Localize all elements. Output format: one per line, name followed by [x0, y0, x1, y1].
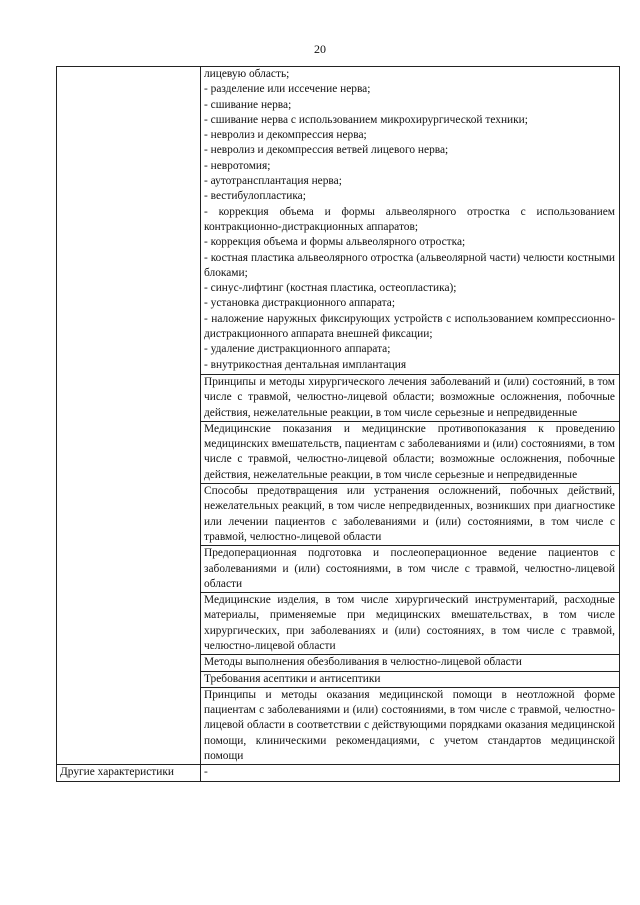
- list-item: - аутотрансплантация нерва;: [204, 175, 342, 188]
- knowledge-item: Медицинские показания и медицинские противопоказания к проведению медицинских вмешательств, пациентам с заболеваниями и (или) состояниями, в том числе с травмой, челюстно-лицевой области; возможные осложнения, побочные действия, нежелательные реакции, в том числе серьезные и непредвиденные: [201, 421, 619, 483]
- procedure-list: [201, 67, 619, 374]
- knowledge-row: [57, 67, 620, 765]
- knowledge-item: Принципы и методы хирургического лечения заболеваний и (или) состояний, в том числе с травмой, челюстно-лицевой области; возможные осложнения, побочные действия, нежелательные реакции, в том числе серьезные и непредвиденные: [201, 374, 619, 421]
- list-item: - сшивание нерва;: [204, 98, 292, 111]
- list-item: - невротомия;: [204, 159, 271, 172]
- row-label-empty: [57, 67, 201, 765]
- list-item: - костная пластика альвеолярного отростка (альвеолярной части) челюсти костными блоками;: [204, 251, 615, 279]
- requirements-table: [56, 66, 620, 782]
- list-item: - коррекция объема и формы альвеолярного отростка;: [204, 236, 466, 249]
- list-item: лицевую область;: [204, 68, 290, 80]
- list-item: - наложение наружных фиксирующих устройств с использованием компрессионно-дистракционного аппарата внешней фиксации;: [204, 312, 615, 341]
- list-item: - разделение или иссечение нерва;: [204, 83, 371, 96]
- knowledge-item: Требования асептики и антисептики: [201, 671, 619, 687]
- knowledge-item: Методы выполнения обезболивания в челюстно-лицевой области: [201, 654, 619, 670]
- requirements-table-fragment: [56, 66, 619, 782]
- list-item: - сшивание нерва с использованием микрохирургической техники;: [204, 113, 528, 126]
- list-item: - внутрикостная дентальная имплантация: [204, 358, 407, 371]
- list-item: - установка дистракционного аппарата;: [204, 297, 395, 310]
- list-item: - коррекция объема и формы альвеолярного отростка с использованием контракционно-дистракционных аппаратов;: [204, 205, 615, 233]
- knowledge-item: Способы предотвращения или устранения осложнений, побочных действий, нежелательных реакций, в том числе непредвиденных, возникших при диагностике или лечении пациентов с заболеваниями и (или) состояниями, в том числе с травмой, челюстно-лицевой области: [201, 483, 619, 545]
- knowledge-content: [201, 67, 620, 765]
- knowledge-item: Принципы и методы оказания медицинской помощи в неотложной форме пациентам с заболеваниями и (или) состояниями, в том числе с травмой, челюстно-лицевой области в соответствии с действующими порядками оказания медицинской помощи, клиническими рекомендациями, с учетом стандартов медицинской помощи: [201, 687, 619, 764]
- page-number: 20: [314, 42, 326, 56]
- other-characteristics-label: Другие характеристики: [57, 765, 201, 781]
- knowledge-item: Предоперационная подготовка и послеоперационное ведение пациентов с заболеваниями и (или) состояниями, в том числе с травмой, челюстно-лицевой области: [201, 545, 619, 592]
- list-item: - вестибулопластика;: [204, 190, 306, 203]
- list-item: - невролиз и декомпрессия ветвей лицевого нерва;: [204, 144, 449, 157]
- knowledge-item: Медицинские изделия, в том числе хирургический инструментарий, расходные материалы, применяемые при медицинских вмешательствах, в том числе хирургических, при заболеваниях и (или) состояниях, в том числе с травмой, челюстно-лицевой области: [201, 592, 619, 654]
- list-item: - синус-лифтинг (костная пластика, остеопластика);: [204, 282, 457, 295]
- list-item: - удаление дистракционного аппарата;: [204, 343, 391, 356]
- other-characteristics-value: -: [201, 765, 620, 781]
- other-characteristics-row: [57, 765, 620, 781]
- list-item: - невролиз и декомпрессия нерва;: [204, 129, 367, 142]
